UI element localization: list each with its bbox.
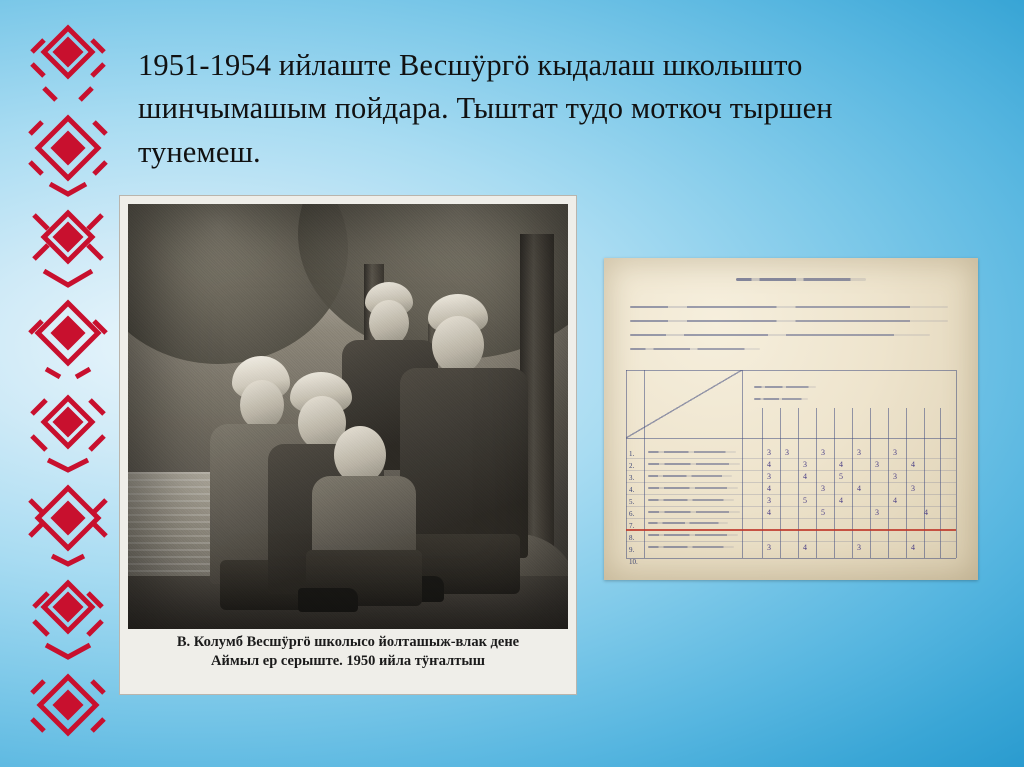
grade-cell: 3 [911, 484, 915, 493]
grade-cell: 3 [893, 448, 897, 457]
grade-cell: 5 [821, 508, 825, 517]
group-photo-image [128, 204, 568, 629]
grade-cell: 3 [875, 508, 879, 517]
grade-cell: 3 [767, 448, 771, 457]
ornament-motif [26, 207, 110, 291]
photo-card [120, 196, 576, 694]
grade-cell: 3 [785, 448, 789, 457]
grade-cell: 3 [857, 448, 861, 457]
ornament-motif [26, 392, 110, 476]
grade-cell: 4 [803, 472, 807, 481]
grade-cell: 3 [857, 543, 861, 552]
ornament-motif [26, 577, 110, 661]
grade-cell: 3 [875, 460, 879, 469]
grade-cell: 3 [893, 472, 897, 481]
grade-cell: 4 [839, 460, 843, 469]
grade-cell: 3 [767, 496, 771, 505]
document-edge-shadow [604, 258, 978, 580]
photo-caption-line-2: Аймыл ер серыште. 1950 ийла тӱҥалтыш [211, 653, 485, 670]
table-row-numbers: 1. 2. 3. 4. 5. 6. 7. 8. 9. 10. [629, 450, 638, 566]
register-document-card [604, 258, 978, 580]
ornament-band [22, 0, 114, 767]
ornament-motif [26, 22, 110, 106]
grade-cell: 4 [924, 508, 928, 517]
grade-cell: 4 [893, 496, 897, 505]
photo-caption-line-1: В. Колумб Весшӱргӧ школысо йолташыж-влак дене [176, 634, 520, 650]
grade-cell: 4 [911, 543, 915, 552]
grade-cell: 4 [767, 484, 771, 493]
grade-cell: 5 [803, 496, 807, 505]
grade-cell: 3 [803, 460, 807, 469]
grade-cell: 5 [839, 472, 843, 481]
photo-caption [130, 633, 566, 671]
ornament-motif [26, 299, 110, 383]
ornament-motif [26, 114, 110, 198]
photo-vignette-overlay [128, 204, 568, 629]
grade-cell: 3 [821, 484, 825, 493]
grade-cell: 4 [767, 508, 771, 517]
grade-cell: 3 [767, 472, 771, 481]
grade-cell: 4 [911, 460, 915, 469]
ornament-motif [26, 484, 110, 568]
slide-heading: 1951-1954 ийлаште Весшӱргӧ кыдалаш школышто шинчымашым пойдара. Тыштат тудо моткоч тыршен тунемеш. [138, 48, 833, 169]
grade-cell: 4 [803, 543, 807, 552]
grade-cell: 4 [857, 484, 861, 493]
grade-cell: 4 [839, 496, 843, 505]
grade-cell: 3 [821, 448, 825, 457]
ornament-motif [26, 669, 110, 753]
grade-cell: 3 [767, 543, 771, 552]
grade-cell: 4 [767, 460, 771, 469]
